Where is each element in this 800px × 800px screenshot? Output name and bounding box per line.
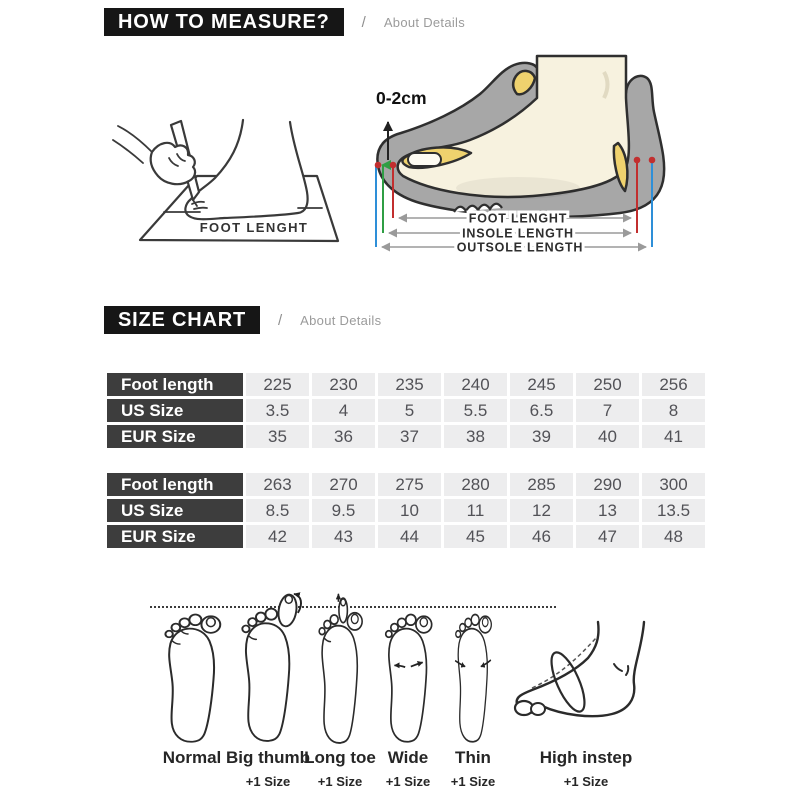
foot-tracing-illustration: [112, 100, 362, 270]
size-cell: 290: [576, 473, 639, 496]
size-row-label: EUR Size: [107, 425, 243, 448]
foot-side-outline: [185, 120, 307, 219]
foot-type-label: Wide: [387, 748, 429, 767]
size-cell: 6.5: [510, 399, 573, 422]
foot-type-note: +1 Size: [563, 774, 609, 789]
size-cell: 245: [510, 373, 573, 396]
size-row-label: US Size: [107, 499, 243, 522]
foot-type-note: +1 Size: [317, 774, 363, 789]
foot-type-label: High instep: [539, 748, 633, 767]
size-chart-header: [104, 306, 381, 334]
size-cell: 240: [444, 373, 507, 396]
size-cell: 235: [378, 373, 441, 396]
foot-top-view-wide-icon: [377, 608, 439, 744]
about-details-link[interactable]: About Details: [383, 14, 466, 30]
size-cell: 300: [642, 473, 705, 496]
size-cell: 45: [444, 525, 507, 548]
foot-top-view-big-thumb-icon: [229, 592, 307, 742]
foot-type-thin: [440, 590, 506, 800]
foot-type-long-toe: [306, 590, 374, 800]
size-row-label: US Size: [107, 399, 243, 422]
size-cell: 275: [378, 473, 441, 496]
size-cell: 4: [312, 399, 375, 422]
insole-length-label: INSOLE LENGTH: [462, 226, 574, 241]
size-cell: 35: [246, 425, 309, 448]
separator-slash: /: [278, 311, 283, 329]
size-cell: 263: [246, 473, 309, 496]
size-cell: 40: [576, 425, 639, 448]
size-cell: 43: [312, 525, 375, 548]
foot-top-view-thin-icon: [449, 608, 497, 744]
shoe-measure-illustration: [368, 48, 678, 263]
size-cell: 12: [510, 499, 573, 522]
size-cell: 5.5: [444, 399, 507, 422]
size-cell: 13: [576, 499, 639, 522]
foot-type-high-instep: [506, 590, 666, 800]
size-cell: 47: [576, 525, 639, 548]
foot-side-view-high-instep-icon: [510, 620, 662, 725]
foot-type-note: +1 Size: [385, 774, 431, 789]
size-table-large: [104, 470, 708, 551]
size-table-small: [104, 370, 708, 451]
size-row-label: Foot length: [107, 473, 243, 496]
foot-type-note: +1 Size: [245, 774, 291, 789]
how-to-measure-title: HOW TO MEASURE?: [104, 8, 344, 36]
separator-slash: /: [361, 13, 366, 31]
foot-type-label: Long toe: [304, 748, 376, 767]
size-cell: 270: [312, 473, 375, 496]
size-cell: 250: [576, 373, 639, 396]
size-cell: 9.5: [312, 499, 375, 522]
size-cell: 48: [642, 525, 705, 548]
size-cell: 11: [444, 499, 507, 522]
foot-length-label: FOOT LENGHT: [468, 211, 568, 226]
foot-top-view-long-toe-icon: [311, 592, 369, 744]
size-row: [107, 525, 705, 548]
size-cell: 8: [642, 399, 705, 422]
size-row: [107, 473, 705, 496]
size-row: [107, 399, 705, 422]
size-cell: 280: [444, 473, 507, 496]
about-details-link[interactable]: About Details: [300, 312, 382, 328]
size-cell: 13.5: [642, 499, 705, 522]
size-cell: 44: [378, 525, 441, 548]
size-cell: 41: [642, 425, 705, 448]
foot-type-label: Big thumb: [225, 748, 311, 767]
size-cell: 42: [246, 525, 309, 548]
size-cell: 38: [444, 425, 507, 448]
size-row: [107, 373, 705, 396]
size-row-label: EUR Size: [107, 525, 243, 548]
size-row: [107, 425, 705, 448]
size-cell: 225: [246, 373, 309, 396]
foot-top-view-normal-icon: [155, 608, 229, 744]
how-to-measure-header: [104, 8, 465, 36]
size-cell: 36: [312, 425, 375, 448]
size-cell: 39: [510, 425, 573, 448]
size-cell: 8.5: [246, 499, 309, 522]
size-cell: 256: [642, 373, 705, 396]
paper-caption: FOOT LENGHT: [199, 220, 309, 235]
size-cell: 285: [510, 473, 573, 496]
size-cell: 37: [378, 425, 441, 448]
size-cell: 46: [510, 525, 573, 548]
toe-gap-label: 0-2cm: [376, 88, 427, 108]
foot-type-wide: [374, 590, 442, 800]
outsole-length-label: OUTSOLE LENGTH: [456, 240, 584, 255]
foot-type-normal: [150, 590, 234, 800]
size-chart-title: SIZE CHART: [104, 306, 260, 334]
size-row-label: Foot length: [107, 373, 243, 396]
foot-type-label: Normal: [162, 748, 222, 767]
size-cell: 3.5: [246, 399, 309, 422]
size-row: [107, 499, 705, 522]
foot-type-note: +1 Size: [450, 774, 496, 789]
size-cell: 7: [576, 399, 639, 422]
foot-type-big-thumb: [226, 590, 310, 800]
foot-type-label: Thin: [455, 748, 491, 767]
size-cell: 10: [378, 499, 441, 522]
size-cell: 5: [378, 399, 441, 422]
size-cell: 230: [312, 373, 375, 396]
